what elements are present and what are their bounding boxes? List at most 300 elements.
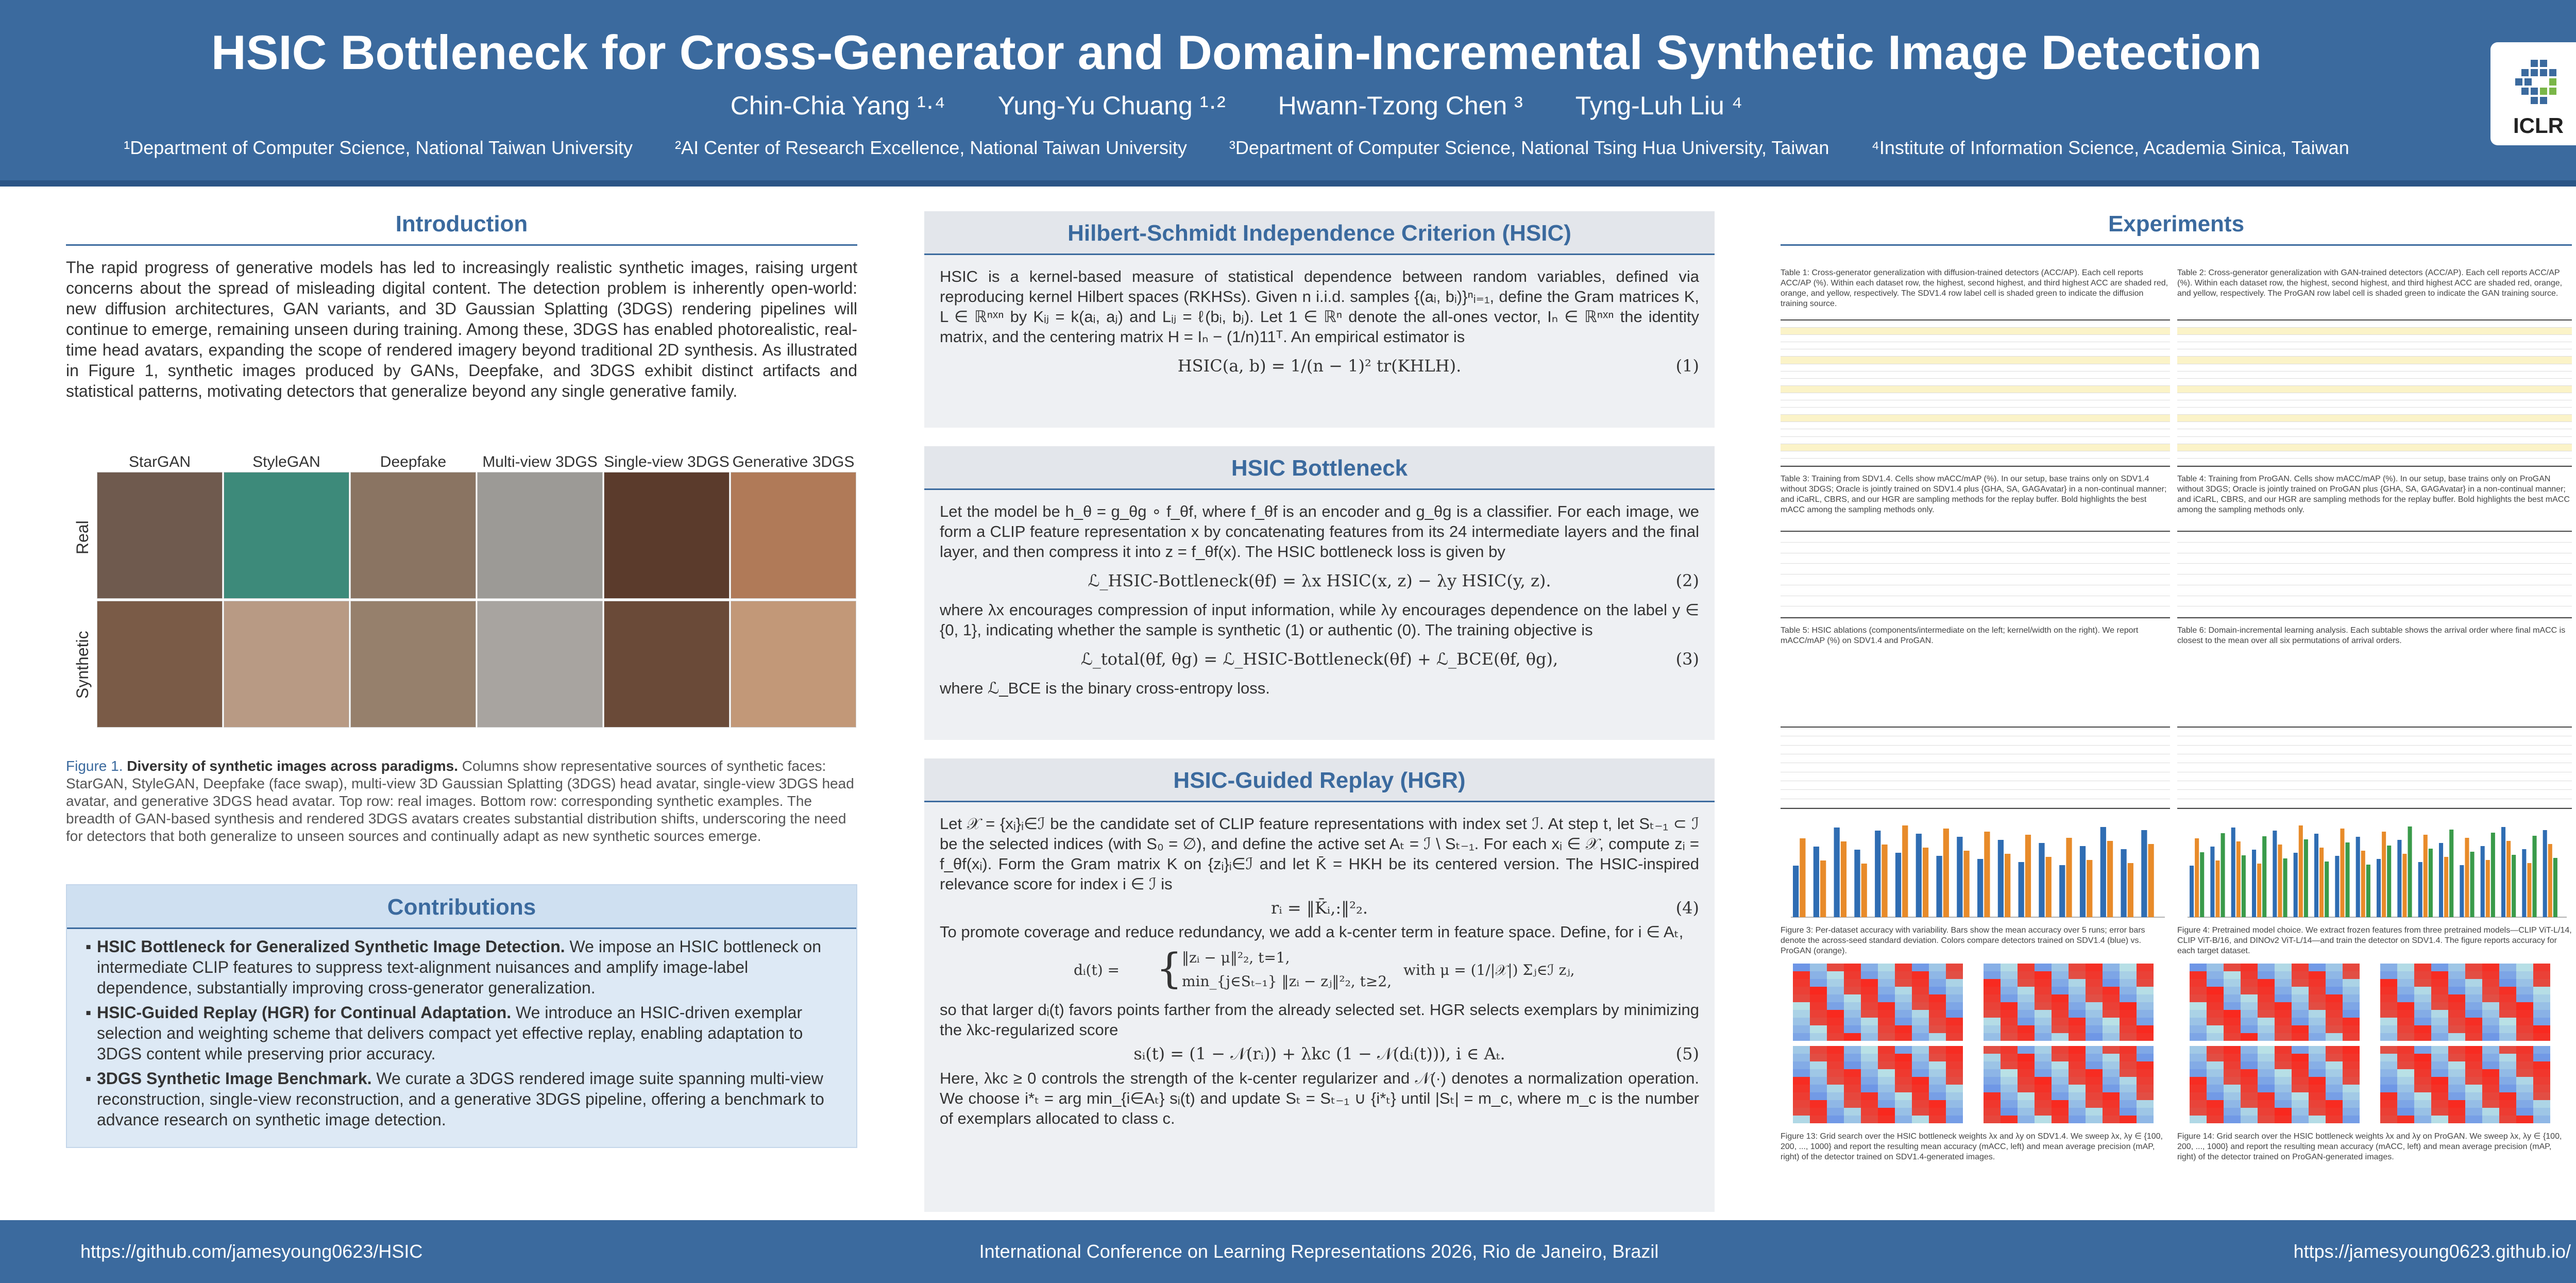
heatmap-cell	[2326, 1077, 2343, 1085]
bar	[1902, 825, 1908, 917]
heatmap-cell	[2224, 1092, 2241, 1100]
heatmap-cell	[2397, 1054, 2414, 1061]
heatmap-cell	[2035, 971, 2052, 979]
heatmap-cell	[2431, 1010, 2448, 1018]
heatmap-cell	[2482, 1018, 2499, 1025]
heatmap-cell	[2190, 1018, 2207, 1025]
heatmap-cell	[2516, 964, 2533, 971]
heatmap-cell	[2001, 1100, 2018, 1108]
bar	[2548, 844, 2552, 917]
heatmap-cell	[2448, 1046, 2465, 1054]
experiments-section	[1781, 211, 2572, 246]
table-row	[2177, 400, 2572, 408]
heatmap-cell	[1984, 979, 2001, 987]
figure-13-caption: Figure 13: Grid search over the HSIC bottleneck weights λx and λy on SDV1.4. We sweep λx, λy ∈ {100, 200, ..., 1000} and report the resulting mean accuracy (mACC, left) and mean average precision (mAP, right) of the detector trained on SDV1.4-generated images.	[1781, 1132, 2163, 1161]
heatmap-cell	[2343, 987, 2360, 994]
heatmap-cell	[2103, 964, 2120, 971]
heatmap-cell	[2499, 1108, 2516, 1116]
bar	[2210, 847, 2214, 917]
heatmap-cell	[1895, 1018, 1912, 1025]
face-photo	[350, 601, 476, 728]
heatmap-cell	[2448, 1010, 2465, 1018]
heatmap-cell	[1793, 1054, 1810, 1061]
heatmap-panel	[1984, 1046, 2154, 1123]
bottleneck-text: where λx encourages compression of input information, while λy encourages dependence on the label y ∈ {0, 1}, indicating whether the sample is synthetic (1) or authentic (0). The training objective is	[940, 601, 1699, 639]
heatmap-cell	[2326, 1025, 2343, 1033]
heatmap-cell	[2258, 1069, 2275, 1077]
figure-row-label: Synthetic	[73, 631, 92, 699]
heatmap-cell	[2343, 964, 2360, 971]
heatmap-cell	[2052, 1108, 2069, 1116]
heatmap-cell	[2120, 1108, 2137, 1116]
heatmap-cell	[2190, 971, 2207, 979]
table-row	[1781, 790, 2170, 799]
heatmap-cell	[2275, 1077, 2292, 1085]
heatmap-cell	[2499, 987, 2516, 994]
heatmap-cell	[1984, 1010, 2001, 1018]
heatmap-cell	[2414, 1018, 2431, 1025]
heatmap-cell	[2397, 1077, 2414, 1085]
heatmap-cell	[1810, 964, 1827, 971]
table-row	[1781, 564, 2170, 575]
heatmap-cell	[2086, 994, 2103, 1002]
heatmap-cell	[1895, 971, 1912, 979]
contributions-list	[67, 929, 856, 1141]
heatmap-cell	[2309, 1092, 2326, 1100]
heatmap-cell	[2275, 1061, 2292, 1069]
heatmap-cell	[2516, 1085, 2533, 1092]
heatmap-cell	[2258, 1077, 2275, 1085]
heatmap-cell	[1844, 1069, 1861, 1077]
table-row	[1781, 728, 2170, 736]
bar	[2382, 832, 2386, 917]
bar	[1936, 856, 1942, 917]
heatmap-cell	[1810, 1010, 1827, 1018]
table-row	[2177, 781, 2572, 790]
heatmap-cell	[2397, 1010, 2414, 1018]
heatmap-cell	[2103, 979, 2120, 987]
caption-bold: Diversity of synthetic images across paradigms.	[127, 758, 458, 774]
heatmap-cell	[2137, 1002, 2154, 1010]
heatmap-cell	[2482, 1085, 2499, 1092]
heatmap-cell	[2001, 1025, 2018, 1033]
heatmap-cell	[2258, 1116, 2275, 1123]
heatmap-cell	[2258, 994, 2275, 1002]
heatmap-cell	[1810, 1085, 1827, 1092]
heatmap-cell	[2533, 964, 2550, 971]
heatmap-cell	[2001, 1116, 2018, 1123]
heatmap-cell	[1793, 1077, 1810, 1085]
heatmap-cell	[2499, 1092, 2516, 1100]
heatmap-cell	[2380, 1077, 2397, 1085]
heatmap-cell	[2052, 979, 2069, 987]
heatmap-cell	[2258, 987, 2275, 994]
heatmap-cell	[1984, 964, 2001, 971]
heatmap-cell	[2241, 1002, 2258, 1010]
heatmap-cell	[2533, 1100, 2550, 1108]
heatmap-cell	[2052, 1046, 2069, 1054]
bar	[2087, 860, 2092, 917]
table-row	[2177, 728, 2572, 736]
heatmap-cell	[2309, 1085, 2326, 1092]
heatmap-cell	[2380, 1046, 2397, 1054]
heatmap-cell	[2137, 1025, 2154, 1033]
heatmap-cell	[2086, 971, 2103, 979]
table-row	[1781, 328, 2170, 335]
bar	[1943, 829, 1949, 917]
heatmap-cell	[2482, 1077, 2499, 1085]
heatmap-cell	[2499, 1061, 2516, 1069]
heatmap-cell	[1912, 1116, 1929, 1123]
heatmap-cell	[1844, 1085, 1861, 1092]
heatmap-cell	[1861, 1116, 1878, 1123]
heatmap-cell	[2309, 971, 2326, 979]
heatmap-cell	[2326, 964, 2343, 971]
heatmap-cell	[2035, 1018, 2052, 1025]
heatmap-cell	[2018, 1018, 2035, 1025]
equation-1	[940, 356, 1699, 376]
heatmap-cell	[1912, 971, 1929, 979]
bar	[2429, 849, 2433, 917]
heatmap-cell	[2309, 1002, 2326, 1010]
heatmap-cell	[2516, 1116, 2533, 1123]
heatmap-cell	[2414, 1061, 2431, 1069]
heatmap-cell	[1861, 971, 1878, 979]
heatmap-cell	[1895, 1033, 1912, 1041]
bar	[2465, 838, 2469, 917]
heatmap-cell	[1912, 1054, 1929, 1061]
heatmap-cell	[1984, 994, 2001, 1002]
bar	[2366, 865, 2370, 917]
heatmap-cell	[1929, 1025, 1946, 1033]
heatmap-cell	[1946, 1033, 1963, 1041]
table-row	[1781, 736, 2170, 745]
heatmap-cell	[2069, 1010, 2086, 1018]
bar	[2408, 826, 2412, 917]
figure-3-caption: Figure 3: Per-dataset accuracy with variability. Bars show the mean accuracy over 5 runs; error bars denote the across-seed standard deviation. Colors compare detectors trained on SDV1.4 (blue) vs. ProGAN (orange).	[1781, 926, 2145, 955]
heatmap-cell	[1827, 1061, 1844, 1069]
bar	[2100, 827, 2106, 917]
heatmap-cell	[2309, 1033, 2326, 1041]
bar	[2252, 850, 2256, 917]
table-row	[2177, 357, 2572, 364]
bar	[2231, 828, 2235, 917]
bar	[2444, 857, 2448, 917]
heatmap-cell	[2431, 971, 2448, 979]
heatmap-cell	[2397, 1002, 2414, 1010]
heatmap-cell	[2431, 979, 2448, 987]
heatmap-cell	[1861, 1010, 1878, 1018]
heatmap-cell	[2431, 1054, 2448, 1061]
affiliation: ⁴Institute of Information Science, Academia Sinica, Taiwan	[1871, 137, 2349, 158]
heatmap-cell	[1827, 1116, 1844, 1123]
heatmap-cell	[2190, 1077, 2207, 1085]
bar	[2377, 859, 2381, 917]
table-row	[2177, 596, 2572, 607]
heatmap-cell	[2069, 1108, 2086, 1116]
bar	[2236, 841, 2241, 917]
bar	[2424, 835, 2428, 917]
heatmap-cell	[2001, 1033, 2018, 1041]
heatmap-cell	[1793, 1092, 1810, 1100]
heatmap-cell	[1810, 1046, 1827, 1054]
heatmap-cell	[1912, 1100, 1929, 1108]
heatmap-cell	[2224, 1108, 2241, 1116]
heatmap-cell	[2103, 1018, 2120, 1025]
bar	[2262, 836, 2266, 917]
heatmap-cell	[2448, 1092, 2465, 1100]
table-row	[2177, 451, 2572, 459]
heatmap-cell	[2516, 979, 2533, 987]
heatmap-cell	[2035, 1033, 2052, 1041]
github-link[interactable]: https://github.com/jamesyoung0623/HSIC	[80, 1241, 423, 1262]
heatmap-cell	[2052, 1033, 2069, 1041]
heatmap-cell	[1810, 1069, 1827, 1077]
heatmap-cell	[1827, 1046, 1844, 1054]
heatmap-cell	[2224, 1061, 2241, 1069]
heatmap-cell	[1895, 1085, 1912, 1092]
heatmap-cell	[1861, 1085, 1878, 1092]
heatmap-cell	[2343, 1061, 2360, 1069]
heatmap-cell	[2292, 1002, 2309, 1010]
heatmap-cell	[2431, 1033, 2448, 1041]
heatmap-cell	[1878, 994, 1895, 1002]
bar	[1923, 848, 1928, 917]
table-5-caption: Table 5: HSIC ablations (components/intermediate on the left; kernel/width on the right). We report mACC/mAP (%) on SDV1.4 and ProGAN.	[1781, 626, 2139, 645]
heatmap-cell	[1844, 1108, 1861, 1116]
heatmap-cell	[2292, 987, 2309, 994]
heatmap-cell	[1861, 1002, 1878, 1010]
table-row	[1781, 422, 2170, 429]
heatmap-cell	[2052, 1025, 2069, 1033]
heatmap-cell	[2431, 1100, 2448, 1108]
heatmap-cell	[2120, 971, 2137, 979]
heatmap-cell	[1912, 987, 1929, 994]
heatmap-cell	[1929, 1092, 1946, 1100]
heatmap-cell	[1984, 987, 2001, 994]
bar	[2278, 845, 2282, 917]
heatmap-cell	[2086, 1100, 2103, 1108]
heatmap-cell	[2431, 1002, 2448, 1010]
heatmap-cell	[1861, 964, 1878, 971]
heatmap-cell	[1912, 1069, 1929, 1077]
heatmap-cell	[2258, 979, 2275, 987]
bottleneck-section	[924, 446, 1715, 740]
bar	[1957, 837, 1962, 917]
heatmap-cell	[1810, 1002, 1827, 1010]
heatmap-cell	[2190, 1046, 2207, 1054]
heatmap-cell	[2035, 1061, 2052, 1069]
heatmap-cell	[2499, 1077, 2516, 1085]
heatmap-cell	[2120, 1069, 2137, 1077]
heatmap-cell	[1929, 1116, 1946, 1123]
bar	[2553, 858, 2557, 917]
heatmap-cell	[2516, 1077, 2533, 1085]
bar	[1916, 834, 1922, 917]
heatmap-cell	[1912, 1085, 1929, 1092]
heatmap-cell	[2103, 1061, 2120, 1069]
heatmap-cell	[2035, 1108, 2052, 1116]
heatmap-cell	[1827, 1025, 1844, 1033]
heatmap-cell	[2018, 979, 2035, 987]
heatmap-cell	[2052, 1092, 2069, 1100]
heatmap-cell	[2001, 1010, 2018, 1018]
heatmap-cell	[2190, 994, 2207, 1002]
heatmap-cell	[2137, 1116, 2154, 1123]
bar	[1861, 864, 1867, 917]
heatmap-cell	[2103, 1002, 2120, 1010]
heatmap-cell	[1912, 994, 1929, 1002]
heatmap-cell	[1844, 1025, 1861, 1033]
table-row	[1781, 386, 2170, 393]
heatmap-cell	[2516, 1046, 2533, 1054]
heatmap-cell	[2397, 1069, 2414, 1077]
heatmap-cell	[1793, 1033, 1810, 1041]
heatmap-cell	[2309, 1069, 2326, 1077]
contribution-bold: HSIC Bottleneck for Generalized Synthetic Image Detection.	[97, 937, 565, 956]
heatmap-cell	[2380, 1069, 2397, 1077]
heatmap-cell	[2052, 1069, 2069, 1077]
table-row	[2177, 564, 2572, 575]
heatmap-cell	[2275, 979, 2292, 987]
heatmap-cell	[2052, 1002, 2069, 1010]
contribution-item	[86, 936, 838, 998]
heatmap-cell	[2292, 1025, 2309, 1033]
heatmap-cell	[1895, 1116, 1912, 1123]
table-row	[1781, 543, 2170, 553]
heatmap-cell	[1810, 1033, 1827, 1041]
heatmap-cell	[2103, 1116, 2120, 1123]
heatmap-cell	[2465, 987, 2482, 994]
heatmap-cell	[1946, 971, 1963, 979]
heatmap-cell	[2448, 1100, 2465, 1108]
heatmap-cell	[2275, 1069, 2292, 1077]
table-3-caption: Table 3: Training from SDV1.4. Cells show mACC/mAP (%). In our setup, base trains only on SDV1.4 without 3DGS; Oracle is jointly trained on SDV1.4 plus {GHA, SA, GAGAvatar} in a non-continual manner; and iCaRL, CBRS, and our HGR are sampling methods for the replay buffer. Bold highlights the best mACC among the sampling methods only.	[1781, 475, 2167, 514]
heatmap-cell	[1984, 1077, 2001, 1085]
heatmap-cell	[1946, 987, 1963, 994]
heatmap-cell	[2343, 994, 2360, 1002]
heatmap-cell	[2326, 971, 2343, 979]
table-row	[2177, 606, 2572, 617]
heatmap-cell	[2224, 1010, 2241, 1018]
heatmap-cell	[2414, 1092, 2431, 1100]
heatmap-cell	[1861, 1033, 1878, 1041]
heatmap-cell	[2533, 1085, 2550, 1092]
heatmap-cell	[2224, 979, 2241, 987]
bar	[2361, 851, 2365, 917]
heatmap-cell	[2448, 979, 2465, 987]
heatmap-cell	[2052, 1054, 2069, 1061]
heatmap-cell	[2052, 1100, 2069, 1108]
heatmap-cell	[2103, 1069, 2120, 1077]
table-4	[2177, 531, 2572, 618]
heatmap-cell	[1793, 1010, 1810, 1018]
heatmap-cell	[1895, 1069, 1912, 1077]
heatmap-cell	[2465, 1108, 2482, 1116]
heatmap-cell	[2035, 1054, 2052, 1061]
heatmap-cell	[1793, 971, 1810, 979]
heatmap-cell	[2086, 1010, 2103, 1018]
heatmap-cell	[2482, 1061, 2499, 1069]
heatmap-cell	[2380, 979, 2397, 987]
homepage-link[interactable]: https://jamesyoung0623.github.io/	[2293, 1241, 2571, 1262]
heatmap-cell	[2190, 964, 2207, 971]
heatmap-cell	[2343, 1033, 2360, 1041]
heatmap-cell	[1984, 1092, 2001, 1100]
figure-1-caption	[66, 757, 857, 845]
heatmap-cell	[2275, 1085, 2292, 1092]
heatmap-cell	[2275, 1092, 2292, 1100]
heatmap-cell	[1878, 1100, 1895, 1108]
heatmap-cell	[2120, 1061, 2137, 1069]
heatmap-cell	[2069, 1100, 2086, 1108]
heatmap-cell	[1984, 971, 2001, 979]
heatmap-cell	[2224, 1100, 2241, 1108]
heatmap-cell	[1895, 994, 1912, 1002]
heatmap-cell	[2241, 964, 2258, 971]
heatmap-cell	[1861, 1108, 1878, 1116]
heatmap-cell	[2069, 987, 2086, 994]
heatmap-cell	[2018, 1092, 2035, 1100]
heatmap-cell	[2052, 1010, 2069, 1018]
heatmap-cell	[1810, 971, 1827, 979]
heatmap-cell	[2137, 1054, 2154, 1061]
heatmap-cell	[1793, 1116, 1810, 1123]
bar	[2128, 863, 2133, 917]
hgr-text: To promote coverage and reduce redundancy, we add a k-center term in feature space. Define, for i ∈ Aₜ,	[940, 923, 1684, 941]
heatmap-cell	[2482, 1108, 2499, 1116]
heatmap-cell	[2001, 1054, 2018, 1061]
heatmap-cell	[2380, 964, 2397, 971]
table-row	[2177, 575, 2572, 585]
heatmap-cell	[2190, 1116, 2207, 1123]
bar	[2533, 836, 2537, 917]
heatmap-cell	[2001, 964, 2018, 971]
heatmap-cell	[2069, 1077, 2086, 1085]
heatmap-cell	[2069, 971, 2086, 979]
heatmap-cell	[2326, 987, 2343, 994]
heatmap-cell	[2258, 1061, 2275, 1069]
heatmap-cell	[2190, 1108, 2207, 1116]
heatmap-cell	[2207, 1033, 2224, 1041]
heatmap-cell	[2052, 994, 2069, 1002]
heatmap-cell	[2499, 1033, 2516, 1041]
heatmap-cell	[2326, 1061, 2343, 1069]
equation-4	[940, 898, 1699, 918]
hgr-text: Let 𝒳 = {xᵢ}ᵢ∈ℐ be the candidate set of CLIP feature representations with index set ℐ. At step t, let Sₜ₋₁ ⊂ ℐ be the selected indices (with S₀ = ∅), and define the active set Aₜ = ℐ \ Sₜ₋₁. For each xᵢ ∈ 𝒳, compute zᵢ = f_θf(xᵢ). Form the Gram matrix K on {zᵢ}ᵢ∈ℐ and let K̄ = HKH be its centered version. The HSIC-inspired relevance score for index i ∈ ℐ is	[940, 815, 1699, 893]
heatmap-cell	[2465, 979, 2482, 987]
heatmap-cell	[1810, 1025, 1827, 1033]
heatmap-cell	[2343, 1092, 2360, 1100]
heatmap-cell	[1929, 1077, 1946, 1085]
table-row	[2177, 746, 2572, 754]
heatmap-cell	[2326, 1069, 2343, 1077]
heatmap-cell	[1895, 1054, 1912, 1061]
heatmap-cell	[2120, 1116, 2137, 1123]
bar	[2107, 841, 2113, 917]
heatmap-cell	[2482, 964, 2499, 971]
heatmap-cell	[2326, 979, 2343, 987]
heatmap-cell	[1912, 1002, 1929, 1010]
heatmap-cell	[2001, 971, 2018, 979]
heatmap-cell	[2533, 994, 2550, 1002]
heatmap-cell	[1984, 1033, 2001, 1041]
heatmap-cell	[1895, 1002, 1912, 1010]
heatmap-cell	[2137, 979, 2154, 987]
heatmap-cell	[2326, 1116, 2343, 1123]
heatmap-panel	[2380, 964, 2550, 1041]
heatmap-cell	[1827, 1077, 1844, 1085]
